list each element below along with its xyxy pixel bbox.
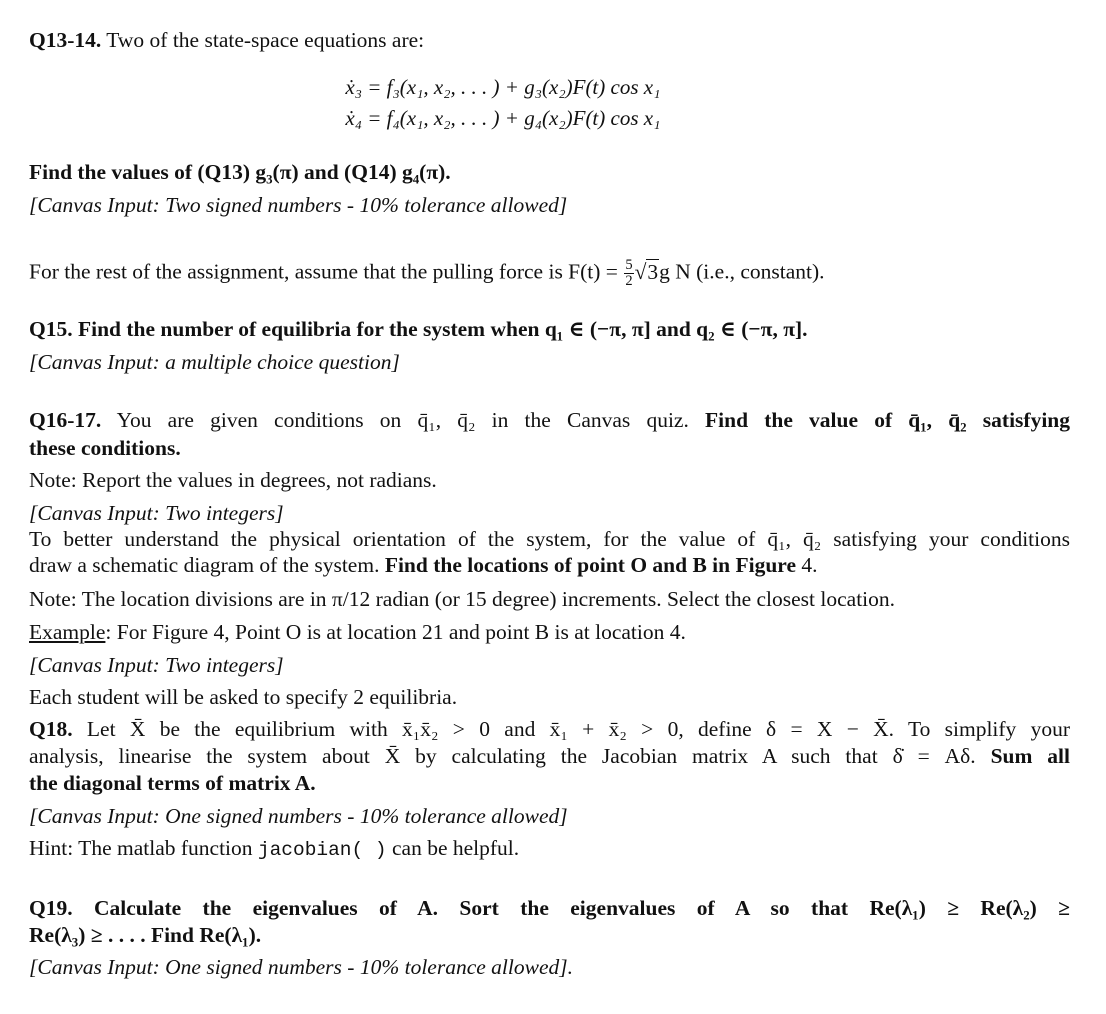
q18-hint-post: can be helpful. xyxy=(392,836,520,860)
q16-each-student: Each student will be asked to specify 2 equilibria. xyxy=(29,685,458,709)
q19-line2: Re(λ₃) ≥ . . . . Find Re(λ₁). xyxy=(29,923,262,947)
q18-label: Q18. xyxy=(29,717,73,741)
q18-line2-text: analysis, linearise the system about X̄ by calculating the Jacobian matrix A such that δ̇ = Aδ. xyxy=(29,744,976,768)
force-pre: For the rest of the assignment, assume that the pulling force is F(t) = xyxy=(29,259,618,284)
q16-label: Q16-17. xyxy=(29,408,102,432)
sqrt-radicand: 3 xyxy=(647,259,659,284)
force-fraction xyxy=(624,258,633,289)
q18-hint-pre: Hint: The matlab function xyxy=(29,836,253,860)
q16-better2-bold: Find the locations of point O and B in Figure xyxy=(384,553,796,577)
q16-better-line2 xyxy=(29,553,817,579)
state-equation-x4 xyxy=(332,106,660,131)
q16-line1 xyxy=(29,408,1070,434)
q16-example xyxy=(29,620,686,646)
q16-example-label: Example xyxy=(29,620,106,644)
sqrt-symbol: √3 xyxy=(634,259,659,284)
q18-hint xyxy=(29,836,519,862)
force-frac-den: 2 xyxy=(625,273,633,290)
q16-better2-num: 4. xyxy=(801,553,818,577)
q16-canvas-input-2: [Canvas Input: Two integers] xyxy=(29,653,284,677)
q19-canvas-input: [Canvas Input: One signed numbers - 10% tolerance allowed]. xyxy=(29,955,573,979)
q16-example-text: : For Figure 4, Point O is at location 21 and point B is at location 4. xyxy=(105,620,686,644)
q13-intro: Two of the state-space equations are: xyxy=(106,28,425,52)
q18-line2 xyxy=(29,744,1070,770)
state-equation-x4-lhs: ẋ₄ xyxy=(345,106,362,130)
state-equation-x3-lhs: ẋ₃ xyxy=(345,75,362,99)
q13-task: Find the values of (Q13) g₃(π) and (Q14) g₄(π). xyxy=(29,160,451,184)
q16-line2: these conditions. xyxy=(29,436,181,460)
q18-line1 xyxy=(29,717,1070,743)
state-equation-x3-rhs: = f₃(x₁, x₂, . . . ) + g₃(x₂)F(t) cos x₁ xyxy=(367,75,661,99)
force-definition xyxy=(29,258,825,289)
state-equation-x3 xyxy=(332,75,660,100)
force-post: g N (i.e., constant). xyxy=(659,259,825,284)
q16-canvas-input: [Canvas Input: Two integers] xyxy=(29,501,284,525)
q18-line3: the diagonal terms of matrix A. xyxy=(29,771,316,795)
jacobian-code: jacobian( ) xyxy=(257,839,387,861)
q16-better-line1: To better understand the physical orientation of the system, for the value of q̄₁, q̄₂ satisfying your conditions xyxy=(29,527,1070,551)
q18-line1-text: Let X̄ be the equilibrium with x̄₁x̄₂ > 0 and x̄₁ + x̄₂ > 0, define δ = X − X̄. To simplify your xyxy=(86,717,1071,741)
q19-line1: Q19. Calculate the eigenvalues of A. Sort the eigenvalues of A so that Re(λ₁) ≥ Re(λ₂) ≥ xyxy=(29,896,1070,920)
q18-canvas-input: [Canvas Input: One signed numbers - 10% tolerance allowed] xyxy=(29,804,568,828)
q13-canvas-input: [Canvas Input: Two signed numbers - 10% tolerance allowed] xyxy=(29,193,568,217)
force-frac-num: 5 xyxy=(625,257,633,273)
state-equation-x4-rhs: = f₄(x₁, x₂, . . . ) + g₄(x₂)F(t) cos x₁ xyxy=(367,106,661,130)
q13-label: Q13-14. xyxy=(29,28,102,52)
q16-better2-text: draw a schematic diagram of the system. xyxy=(29,553,380,577)
q18-line2-bold: Sum all xyxy=(990,744,1070,768)
q16-note: Note: Report the values in degrees, not radians. xyxy=(29,468,437,492)
q16-line1-text: You are given conditions on q̄₁, q̄₂ in the Canvas quiz. xyxy=(116,408,689,432)
q13-intro-line xyxy=(29,28,424,54)
q15-canvas-input: [Canvas Input: a multiple choice question] xyxy=(29,350,400,374)
q16-note2: Note: The location divisions are in π/12 radian (or 15 degree) increments. Select the closest location. xyxy=(29,587,896,611)
q16-line1-bold: Find the value of q̄₁, q̄₂ satisfying xyxy=(705,408,1071,432)
q15-task: Q15. Find the number of equilibria for the system when q₁ ∈ (−π, π] and q₂ ∈ (−π, π]. xyxy=(29,317,808,341)
